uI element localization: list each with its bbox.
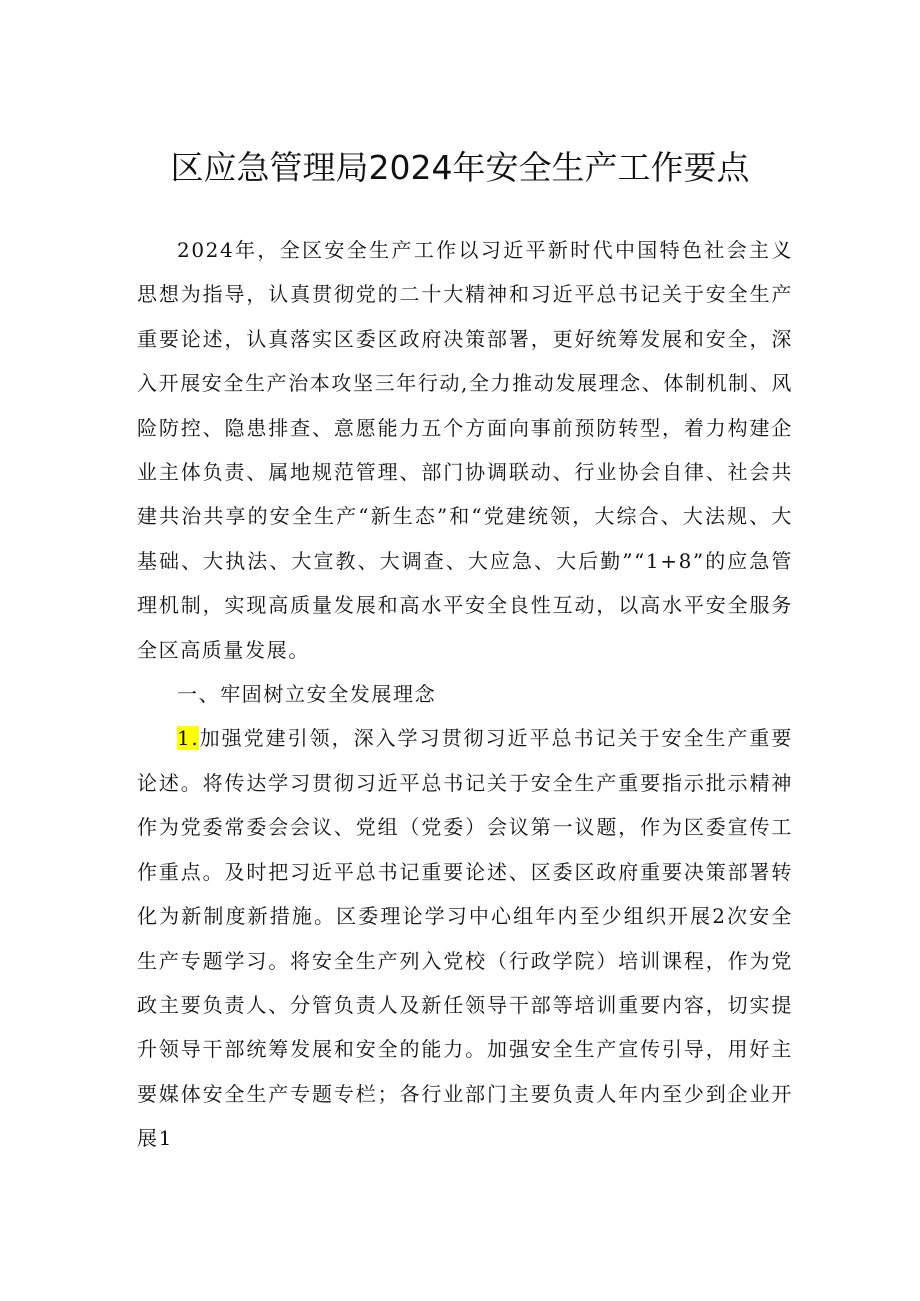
item-text: 加强党建引领，深入学习贯彻习近平总书记关于安全生产重要论述。将传达学习贯彻习近平总书记关于安全生产重要指示批示精神作为党委常委会会议、党组（党委）会议第一议题，作为区委宣传工作重点。及时把习近平总书记重要论述、区委区政府重要决策部署转化为新制度新措施。区委理论学习中心组年内至少组织开展2次安全生产专题学习。将安全生产列入党校（行政学院）培训课程，作为党政主要负责人、分管负责人及新任领导干部等培训重要内容，切实提升领导干部统筹发展和安全的能力。加强安全生产宣传引导，用好主要媒体安全生产专题专栏；各行业部门主要负责人年内至少到企业开展1 xyxy=(137,726,793,1151)
intro-paragraph: 2024年，全区安全生产工作以习近平新时代中国特色社会主义思想为指导，认真贯彻党的二十大精神和习近平总书记关于安全生产重要论述，认真落实区委区政府决策部署，更好统筹发展和安全，深入开展安全生产治本攻坚三年行动,全力推动发展理念、体制机制、风险防控、隐患排查、意愿能力五个方面向事前预防转型，着力构建企业主体负责、属地规范管理、部门协调联动、行业协会自律、社会共建共治共享的安全生产“新生态”和“党建统领，大综合、大法规、大基础、大执法、大宣教、大调查、大应急、大后勤”“1+8”的应急管理机制，实现高质量发展和高水平安全良性互动，以高水平安全服务全区高质量发展。 xyxy=(137,238,793,662)
section-heading: 一、牢固树立安全发展理念 xyxy=(177,682,437,707)
document-title: 区应急管理局2024年安全生产工作要点 xyxy=(170,148,750,187)
document-body xyxy=(137,228,793,1161)
item-paragraph xyxy=(137,716,793,1160)
item-number-highlight: 1. xyxy=(177,726,200,751)
